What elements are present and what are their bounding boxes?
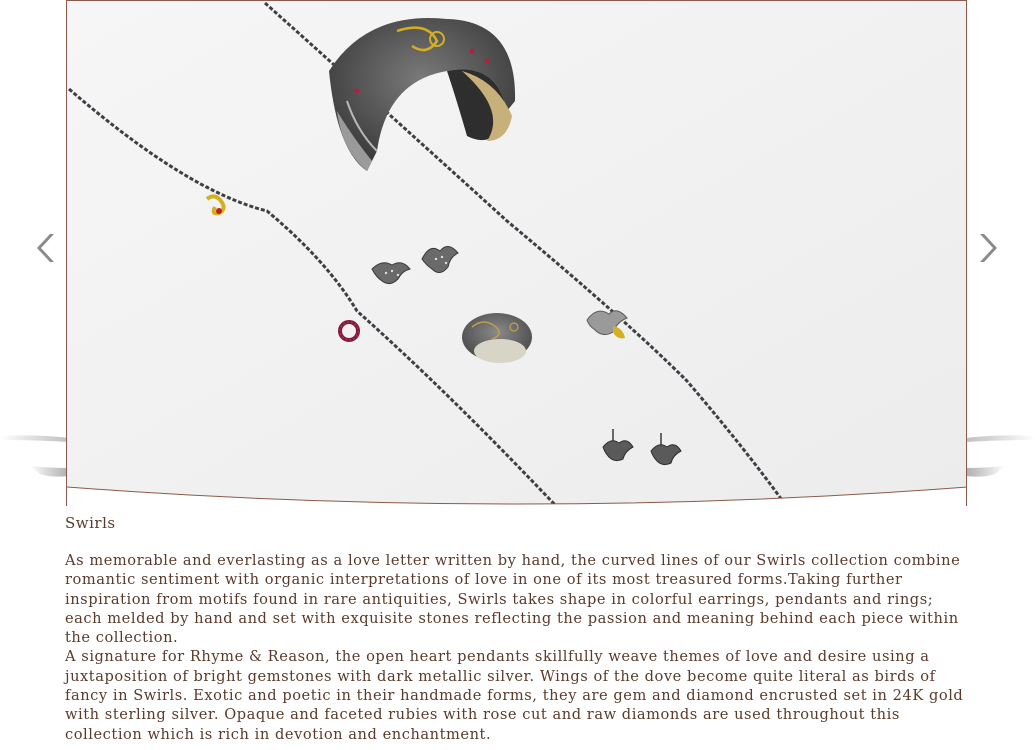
- slide-caption: [65, 513, 975, 744]
- collection-description-2: A signature for Rhyme & Reason, the open heart pendants skillfully weave themes of love and desire using a juxtaposition of bright gemstones with dark metallic silver. Wings of the dove become quite literal as birds of fancy in Swirls. Exotic and poetic in their handmade forms, they are gem and diamond encrusted set in 24K gold with sterling silver. Opaque and faceted rubies with rose cut and raw diamonds are used throughout this collection which is rich in devotion and enchantment.: [65, 648, 964, 743]
- chevron-right-icon: [976, 231, 998, 265]
- collection-description-1: As memorable and everlasting as a love letter written by hand, the curved lines of our Swirls collection combine romantic sentiment with organic interpretations of love in one of its most treasured forms.Taking further inspiration from motifs found in rare antiquities, Swirls takes shape in colorful earrings, pendants and rings; each melded by hand and set with exquisite stones reflecting the passion and meaning behind each piece within the collection.: [65, 552, 961, 647]
- next-slide-button[interactable]: [972, 228, 1002, 268]
- slide-photo-jewelry: [67, 1, 967, 506]
- chevron-left-icon: [36, 231, 58, 265]
- slider-shadow-left: [0, 430, 70, 490]
- slider-shadow-right: [965, 430, 1035, 490]
- previous-slide-button[interactable]: [32, 228, 62, 268]
- slide-image-frame: [66, 0, 967, 506]
- collection-title: Swirls: [65, 514, 116, 532]
